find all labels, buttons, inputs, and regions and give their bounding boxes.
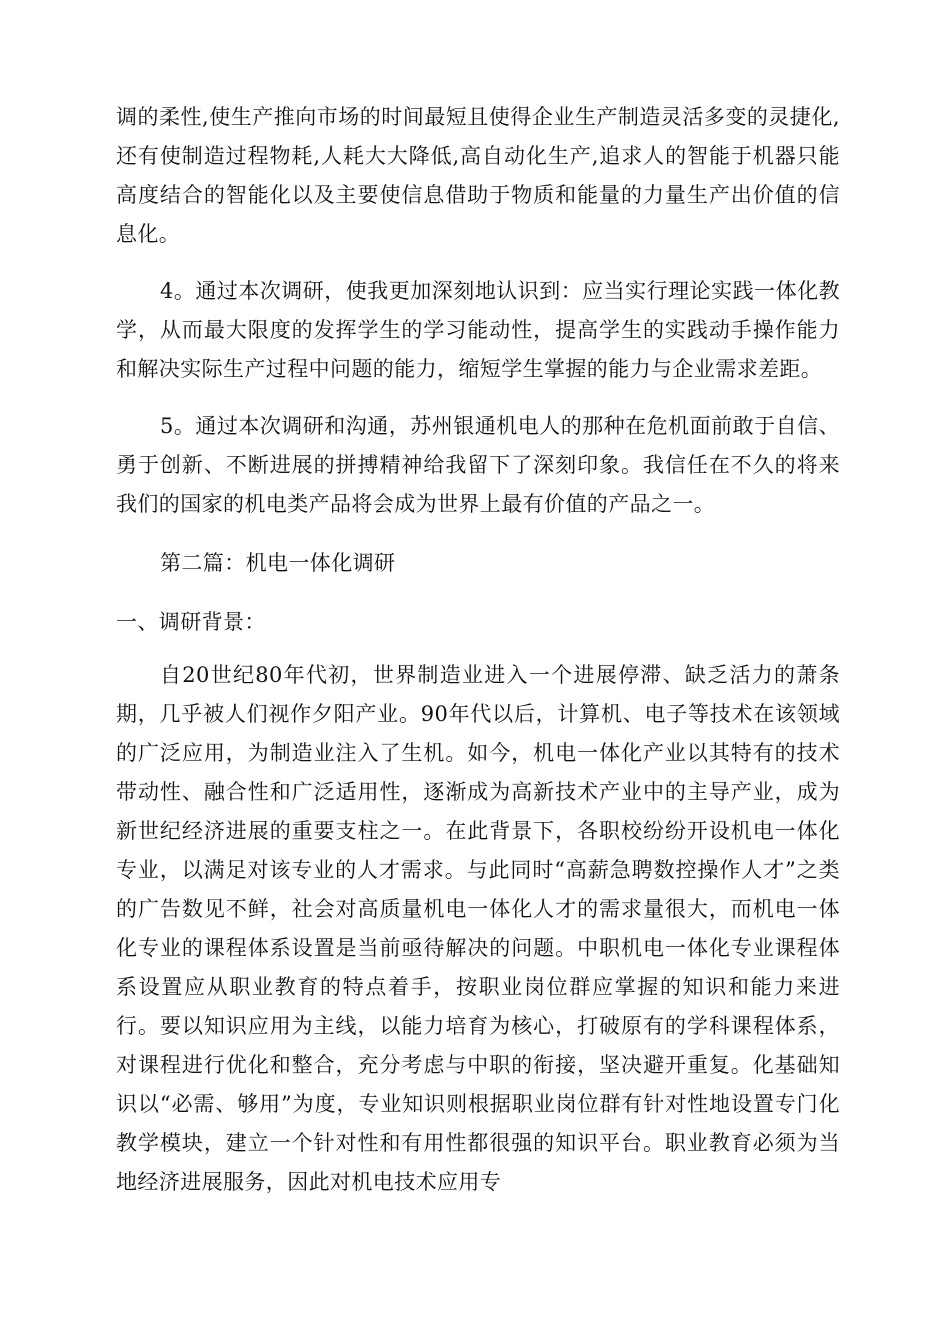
section-title: 第二篇：机电一体化调研 xyxy=(160,551,396,575)
paragraph-point-4: 4。通过本次调研，使我更加深刻地认识到：应当实行理论实践一体化教学，从而最大限度的发挥学生的学习能动性，提高学生的实践动手操作能力和解决实际生产过程中问题的能力，缩短学生掌握的能力与企业需求差距。 xyxy=(116,279,840,381)
paragraph-background: 自20世纪80年代初，世界制造业进入一个进展停滞、缺乏活力的萧条期，几乎被人们视作夕阳产业。90年代以后，计算机、电子等技术在该领域的广泛应用，为制造业注入了生机。如今，机电一体化产业以其特有的技术带动性、融合性和广泛适用性，逐渐成为高新技术产业中的主导产业，成为新世纪经济进展的重要支柱之一。在此背景下，各职校纷纷开设机电一体化专业，以满足对该专业的人才需求。与此同时“高薪急聘数控操作人才”之类的广告数见不鲜，社会对高质量机电一体化人才的需求量很大，而机电一体化专业的课程体系设置是当前亟待解决的问题。中职机电一体化专业课程体系设置应从职业教育的特点着手，按职业岗位群应掌握的知识和能力来进行。要以知识应用为主线，以能力培育为核心，打破原有的学科课程体系，对课程进行优化和整合，充分考虑与中职的衔接，坚决避开重复。化基础知识以“必需、够用”为度，专业知识则根据职业岗位群有针对性地设置专门化教学模块，建立一个针对性和有用性都很强的知识平台。职业教育必须为当地经济进展服务，因此对机电技术应用专 xyxy=(116,663,840,1194)
paragraph-point-5: 5。通过本次调研和沟通，苏州银通机电人的那种在危机面前敢于自信、勇于创新、不断进展的拼搏精神给我留下了深刻印象。我信任在不久的将来我们的国家的机电类产品将会成为世界上最有价值的产品之一。 xyxy=(116,414,840,516)
paragraph-continuation: 调的柔性,使生产推向市场的时间最短且使得企业生产制造灵活多变的灵捷化,还有使制造过程物耗,人耗大大降低,高自动化生产,追求人的智能于机器只能高度结合的智能化以及主要使信息借助于物质和能量的力量生产出价值的信息化。 xyxy=(116,105,840,246)
document-page xyxy=(116,98,840,1202)
section-heading: 一、调研背景： xyxy=(116,610,266,634)
